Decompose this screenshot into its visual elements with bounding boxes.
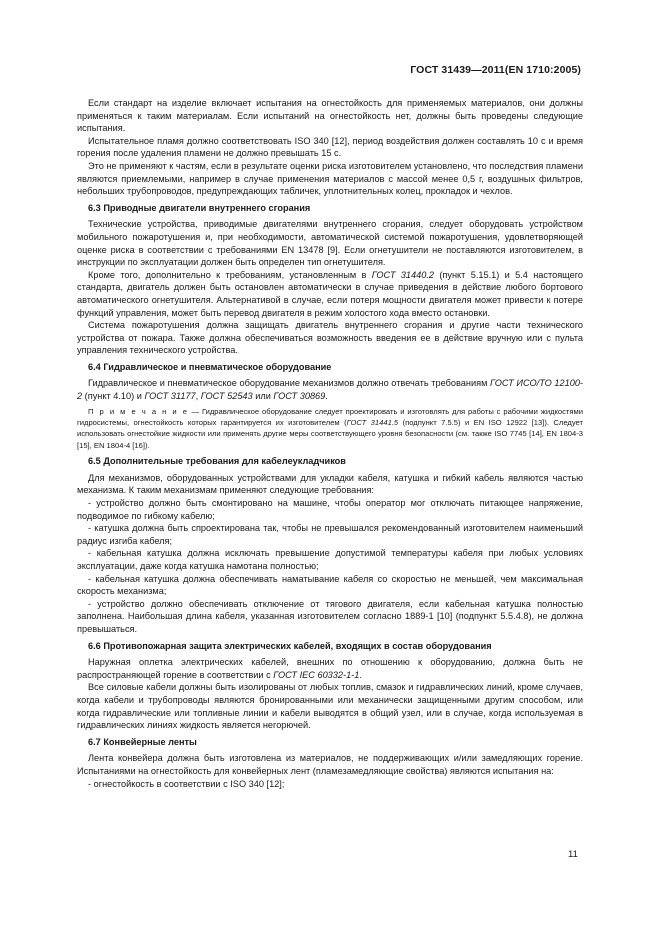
section-heading: 6.5 Дополнительные требования для кабелеукладчиков — [88, 456, 346, 467]
standard-reference: ГОСТ 31441.5 — [346, 418, 399, 428]
body-paragraph: Технические устройства, приводимые двигателями внутреннего сгорания, следует оборудовать устройством мобильного пожаротушения и, при необходимости, автоматической системой пожаротушения, удовлетворяющей оценке риска в соответствии с требованиями EN 13478 [9]. Если огнетушители не поставляются изготовителем, в инструкции по эксплуатации должен быть определен тип огнетушителя. — [77, 219, 583, 268]
body-paragraph — [77, 377, 583, 402]
section-heading: 6.4 Гидравлическое и пневматическое оборудование — [88, 361, 332, 372]
body-paragraph: Если стандарт на изделие включает испытания на огнестойкость для применяемых материалов, они должны применяться к таким материалам. Если испытаний на огнестойкость нет, должны быть проведены следующие испытания. — [77, 98, 583, 134]
body-paragraph: - огнестойкость в соответствии с ISO 340 [12]; — [88, 778, 285, 789]
body-paragraph: - устройство должно обеспечивать отключение от тягового двигателя, если кабельная катушка полностью заполнена. Наибольшая длина кабеля, указанная изготовителем согласно 1889-1 [10] (подпункт 5.5.4.8), не должна превышаться. — [77, 598, 583, 634]
standard-reference: ГОСТ ИСО/ТО 12100-2 — [77, 378, 583, 402]
standard-code-header: ГОСТ 31439—2011(EN 1710:2005) — [410, 64, 581, 76]
page-number: 11 — [568, 849, 578, 860]
body-paragraph: Все силовые кабели должны быть изолированы от любых топлив, смазок и гидравлических линий, кроме случаев, когда кабели и трубопроводы являются бронированными или механически защищенными другим способом, или когда гидравлические или топливные линии и кабели выводятся в общий узел, или в случае, когда используемая в гидравлических линиях жидкость является негорючей. — [77, 682, 583, 731]
text-run: или — [252, 391, 274, 402]
body-paragraph: - кабельная катушка должна обеспечивать наматывание кабеля со скоростью не меньшей, чем максимальная скорость механизма; — [77, 573, 583, 597]
body-paragraph: Лента конвейера должна быть изготовлена из материалов, не поддерживающих и/или замедляющих горение. Испытаниями на огнестойкость для конвейерных лент (пламезамедляющие свойства) являются испытания на: — [77, 753, 583, 776]
page-content — [77, 97, 583, 790]
text-run: . — [325, 391, 328, 402]
text-run: Кроме того, дополнительно к требованиям, установленным в — [88, 269, 372, 280]
section-heading: 6.7 Конвейерные ленты — [88, 736, 197, 747]
text-run: — Гидравлическое оборудование следует проектировать и изготовлять для работы с рабочими жидкостями гидросистемы, огнестойкость которых гарантируется их изготовителем ( — [77, 406, 583, 428]
standard-reference: ГОСТ 31177 — [144, 391, 196, 402]
standard-reference: ГОСТ 52543 — [200, 391, 253, 402]
text-run: . — [359, 669, 362, 680]
text-run: , — [195, 391, 201, 402]
body-paragraph: - катушка должна быть спроектирована так, чтобы не превышался рекомендованный изготовителем наименьший радиус изгиба кабеля; — [77, 523, 583, 546]
body-paragraph: Это не применяют к частям, если в результате оценки риска изготовителем установлено, что последствия пламени являются приемлемыми, например в случае применения материалов с массой менее 0,5 г, воздушных фильтров, небольших трубопроводов, предупреждающих табличек, уплотнительных колец, прокладок и чехлов. — [77, 160, 583, 197]
body-paragraph: Для механизмов, оборудованных устройствами для укладки кабеля, катушка и гибкий кабель являются частью механизма. К таким механизмам применяют следующие требования: — [77, 472, 583, 496]
text-run: (пункт 4.10) и — [82, 391, 145, 402]
standard-reference: ГОСТ IEC 60332-1-1 — [273, 669, 360, 680]
standard-reference: ГОСТ 31440.2 — [371, 269, 435, 280]
body-paragraph: - кабельная катушка должна исключать превышение допустимой температуры кабеля при любых условиях эксплуатации, даже когда катушка намотана полностью; — [77, 548, 583, 572]
section-heading: 6.6 Противопожарная защита электрических кабелей, входящих в состав оборудования — [88, 640, 492, 651]
text-run: П р и м е ч а н и е — [88, 406, 189, 416]
standard-reference: ГОСТ 30869 — [273, 391, 326, 402]
body-paragraph: Система пожаротушения должна защищать двигатель внутреннего сгорания и другие части технического устройства от пожара. Также должна обеспечиваться возможность введения ее в действие вручную или с пульта управления технического устройства. — [77, 320, 583, 356]
section-heading: 6.3 Приводные двигатели внутреннего сгорания — [88, 202, 311, 213]
text-run: (пункт 5.15.1) и 5.4 настоящего стандарта, двигатель должен быть остановлен автоматически в случае приведения в действие любого бортового автоматического огнетушителя. Альтернативой в случае, если потеря мощности двигателя может привести к потере функций управления, может быть перевод двигателя в режим холостого хода вместо остановки. — [77, 269, 584, 318]
body-paragraph: Испытательное пламя должно соответствовать ISO 340 [12], период воздействия должен составлять 10 с и время горения после удаления пламени не должно превышать 15 с. — [77, 135, 583, 159]
body-paragraph — [77, 656, 583, 681]
note-paragraph — [77, 406, 583, 452]
body-paragraph: - устройство должно быть смонтировано на машине, чтобы оператор мог отключать питающее напряжение, подводимое по гибкому кабелю; — [77, 498, 583, 521]
body-paragraph — [77, 269, 583, 319]
text-run: Гидравлическое и пневматическое оборудование механизмов должно отвечать требованиям — [88, 378, 490, 389]
text-run: Наружная оплетка электрических кабелей, внешних по отношению к оборудованию, должна быть не распространяющей горение в соответствии с — [77, 657, 583, 680]
text-run: (подпункт 7.5.5) и EN ISO 12922 [13]). Следует использовать огнестойкие жидкости или применять другие меры соответствующего уровня безопасности (см. также ISO 7745 [14], EN 1804-3 [15], EN 1804-4 [16]). — [77, 418, 583, 450]
